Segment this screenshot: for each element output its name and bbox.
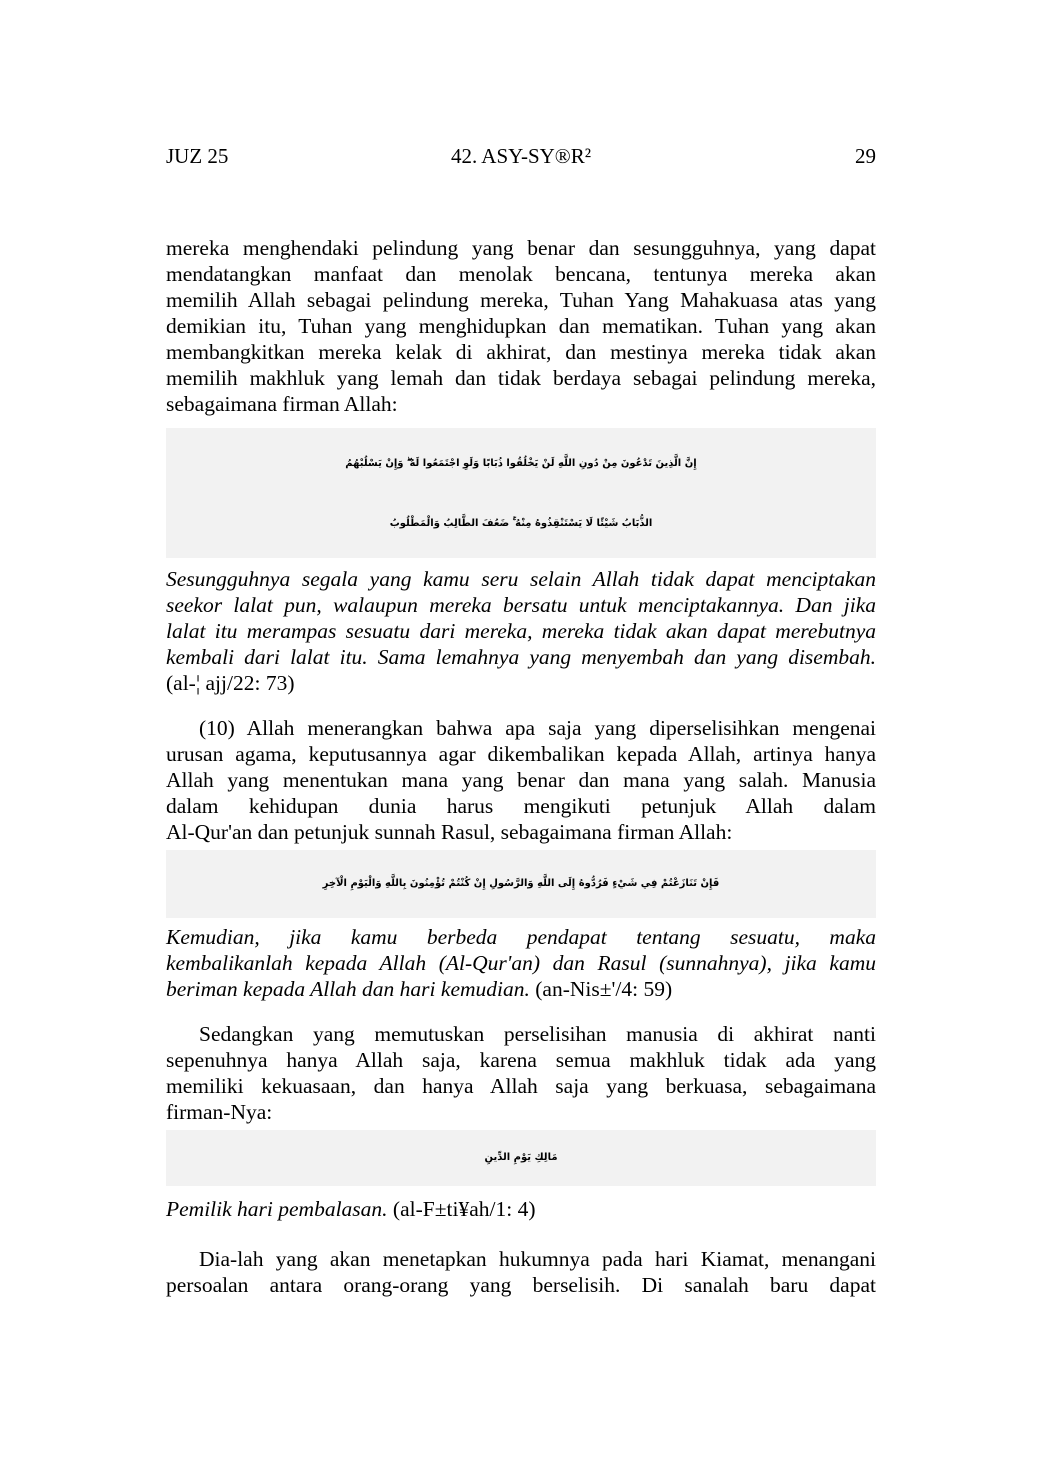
text-line: sepenuhnya hanya Allah saja, karena semua makhluk tidak ada yang xyxy=(166,1048,876,1072)
arabic-verse-2 xyxy=(166,850,876,918)
page-header xyxy=(166,144,876,174)
arabic-line: فَإِنْ تَنَازَعْتُمْ فِي شَيْءٍ فَرُدُّوهُ إِلَى اللَّهِ وَالرَّسُولِ إِنْ كُنْتُمْ تُؤْمِنُونَ بِاللَّهِ وَالْيَوْمِ الْآخِرِ xyxy=(322,878,720,889)
arabic-verse-3 xyxy=(166,1130,876,1186)
arabic-line: مَالِكِ يَوْمِ الدِّينِ xyxy=(484,1152,558,1163)
text-line: dalam kehidupan dunia harus mengikuti petunjuk Allah dalam xyxy=(166,794,876,818)
paragraph-2 xyxy=(166,715,876,845)
verse-3-translation xyxy=(166,1196,876,1222)
translation-line-with-reference xyxy=(166,976,876,1002)
translation-line-with-reference xyxy=(166,1196,876,1222)
translation-line: seekor lalat pun, walaupun mereka bersatu untuk menciptakannya. Dan jika xyxy=(166,593,876,617)
text-line: memiliki kekuasaan, dan hanya Allah saja yang berkuasa, sebagaimana xyxy=(166,1074,876,1098)
arabic-verse-1 xyxy=(166,428,876,558)
paragraph-3 xyxy=(166,1021,876,1125)
text-line: firman-Nya: xyxy=(166,1100,273,1124)
text-line: mereka menghendaki pelindung yang benar dan sesungguhnya, yang dapat xyxy=(166,236,876,260)
text-line: (10) Allah menerangkan bahwa apa saja yang diperselisihkan mengenai xyxy=(199,716,876,740)
juz-label: JUZ 25 xyxy=(166,144,229,168)
translation-line: kembalikanlah kepada Allah (Al-Qur'an) dan Rasul (sunnahnya), jika kamu xyxy=(166,951,876,975)
paragraph-1 xyxy=(166,235,876,417)
verse-1-translation xyxy=(166,566,876,696)
translation-line: lalat itu merampas sesuatu dari mereka, mereka tidak akan dapat merebutnya xyxy=(166,619,876,643)
text-line: sebagaimana firman Allah: xyxy=(166,392,398,416)
text-line: Dia-lah yang akan menetapkan hukumnya pada hari Kiamat, menangani xyxy=(199,1247,876,1271)
translation-line: kembali dari lalat itu. Sama lemahnya yang menyembah dan yang disembah. xyxy=(166,645,876,669)
text-line: persoalan antara orang-orang yang berselisih. Di sanalah baru dapat xyxy=(166,1273,876,1297)
verse-reference: (al-¦ ajj/22: 73) xyxy=(166,671,295,695)
arabic-line: إِنَّ الَّذِينَ تَدْعُونَ مِنْ دُونِ اللَّهِ لَنْ يَخْلُقُوا ذُبَابًا وَلَوِ اجْتَمَعُوا لَهُ ۖ وَإِنْ يَسْلُبْهُمُ xyxy=(345,458,697,469)
verse-reference: (an-Nis±'/4: 59) xyxy=(535,977,673,1001)
text-line: memilih Allah sebagai pelindung mereka, Tuhan Yang Mahakuasa atas yang xyxy=(166,288,876,312)
text-line: membangkitkan mereka kelak di akhirat, dan mestinya mereka tidak akan xyxy=(166,340,876,364)
text-line: urusan agama, keputusannya agar dikembalikan kepada Allah, artinya hanya xyxy=(166,742,876,766)
translation-text: beriman kepada Allah dan hari kemudian. xyxy=(166,977,530,1001)
translation-line: Kemudian, jika kamu berbeda pendapat tentang sesuatu, maka xyxy=(166,925,876,949)
text-line: Sedangkan yang memutuskan perselisihan manusia di akhirat nanti xyxy=(199,1022,876,1046)
surah-title: 42. ASY-SY®R² xyxy=(450,144,592,168)
text-line: mendatangkan manfaat dan menolak bencana, tentunya mereka akan xyxy=(166,262,876,286)
translation-line: Sesungguhnya segala yang kamu seru selain Allah tidak dapat menciptakan xyxy=(166,567,876,591)
arabic-line: الذُّبَابُ شَيْئًا لَا يَسْتَنْقِذُوهُ مِنْهُ ۚ ضَعُفَ الطَّالِبُ وَالْمَطْلُوبُ xyxy=(389,518,653,529)
translation-text: Pemilik hari pembalasan. xyxy=(166,1197,388,1221)
verse-reference: (al-F±ti¥ah/1: 4) xyxy=(392,1197,536,1221)
text-line: Al-Qur'an dan petunjuk sunnah Rasul, sebagaimana firman Allah: xyxy=(166,820,733,844)
page-number: 29 xyxy=(855,144,876,168)
text-line: demikian itu, Tuhan yang menghidupkan dan mematikan. Tuhan yang akan xyxy=(166,314,876,338)
text-line: memilih makhluk yang lemah dan tidak berdaya sebagai pelindung mereka, xyxy=(166,366,876,390)
text-line: Allah yang menentukan mana yang benar dan mana yang salah. Manusia xyxy=(166,768,876,792)
verse-2-translation xyxy=(166,924,876,1002)
paragraph-4 xyxy=(166,1246,876,1298)
